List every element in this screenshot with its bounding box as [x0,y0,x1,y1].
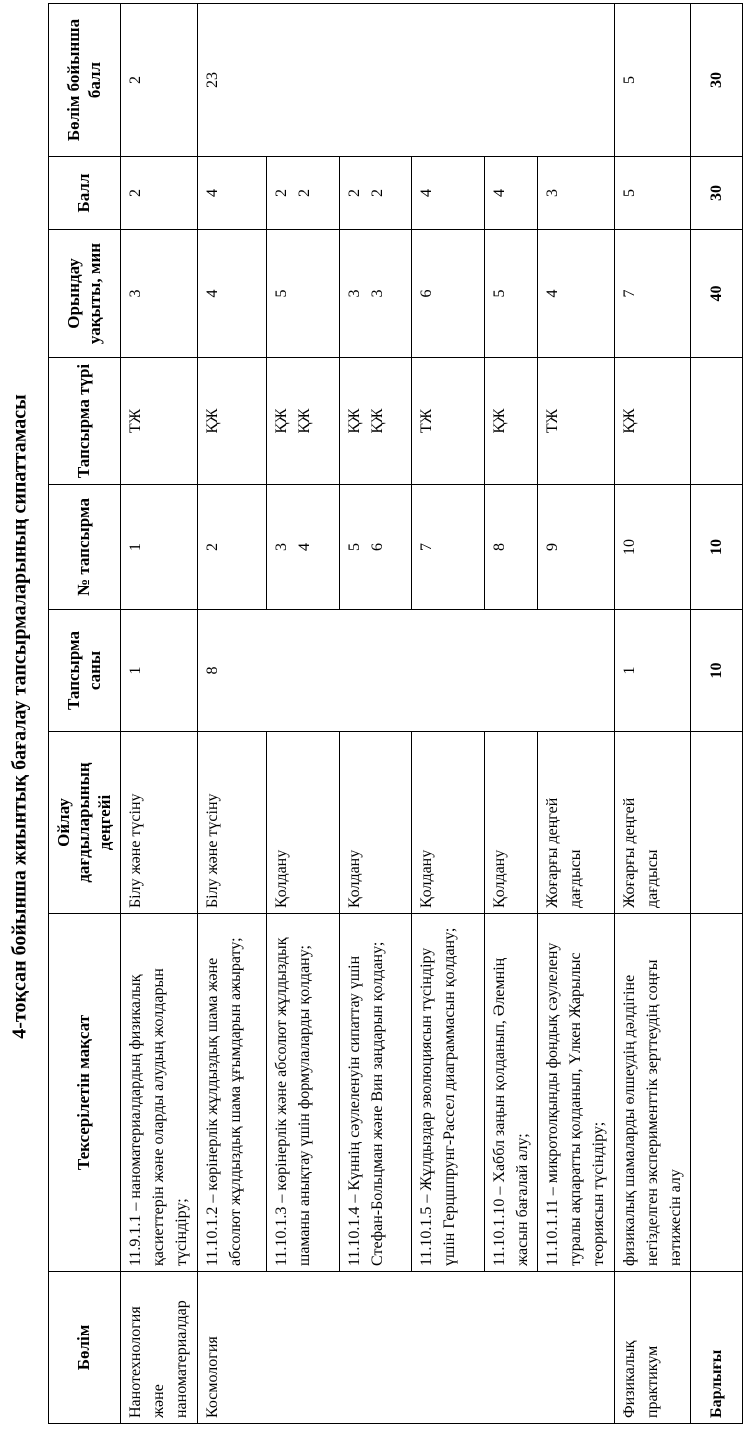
cell-line: 5 [345,543,363,551]
cell-time: 7 [614,230,691,358]
cell-num: 1 [121,485,198,610]
cell-num: 2 [197,485,266,610]
spec-table-container [48,4,725,1424]
table-row [614,4,691,1424]
cell-objective: 11.10.1.2 – көрінерлік жұлдыздық шама және абсолют жұлдыздық шама ұғымдарын ажырату; [197,914,266,1272]
header-section: Бөлім [49,1272,121,1424]
cell-section: Физикалық практикум [614,1272,691,1424]
cell-line: ҚЖ [295,408,313,434]
header-count: Тапсырма саны [49,610,121,732]
cell-line: ҚЖ [345,408,363,434]
cell-objective: 11.10.1.10 – Хаббл заңын қолданып, Әлемнің жасын бағалай алу; [484,914,537,1272]
total-num: 10 [691,485,743,610]
cell-time: 4 [197,230,266,358]
cell-objective: 11.10.1.4 – Күннің сәулеленуін сипаттау үшін Стефан-Больцман және Вин заңдарын қолдану; [339,914,411,1272]
cell-num: 8 [484,485,537,610]
cell-type [266,358,339,485]
cell-objective: 11.9.1.1 – наноматериалдардың физикалық қасиеттерін және оларды алудың жолдарын түсіндіру; [121,914,198,1272]
cell-line: ҚЖ [272,408,290,434]
cell-score: 4 [411,157,484,230]
cell-type: ҚЖ [484,358,537,485]
cell-line: 6 [368,543,386,551]
cell-time: 3 [121,230,198,358]
cell-score: 4 [197,157,266,230]
total-label: Барлығы [691,1272,743,1424]
cell-type: ТЖ [121,358,198,485]
cell-time: 6 [411,230,484,358]
cell-level: Білу және түсіну [197,732,266,914]
cell-level: Қолдану [266,732,339,914]
spec-table [48,3,743,1424]
cell-score: 3 [537,157,614,230]
cell-section: Нанотехнология және наноматериалдар [121,1272,198,1424]
cell-type: ҚЖ [197,358,266,485]
cell-line: 2 [272,189,290,197]
cell-count: 8 [197,610,614,732]
cell-level: Жоғарғы деңгей дағдысы [537,732,614,914]
cell-time: 4 [537,230,614,358]
cell-score: 5 [614,157,691,230]
cell-num: 7 [411,485,484,610]
cell-num [339,485,411,610]
cell-score: 4 [484,157,537,230]
table-row [121,4,198,1424]
document-title: 4-тоқсан бойынша жиынтық бағалау тапсырмаларының сипаттамасы [8,393,31,1039]
cell-score [266,157,339,230]
cell-level: Жоғарғы деңгей дағдысы [614,732,691,914]
total-row [691,4,743,1424]
cell-score: 2 [121,157,198,230]
total-time: 40 [691,230,743,358]
cell-level: Білу және түсіну [121,732,198,914]
total-empty [691,732,743,914]
cell-objective: физикалық шамаларды өлшеудің дәлдігіне негізделген эксперименттік зерттеудің соңғы нәтижесін алу [614,914,691,1272]
cell-line: ҚЖ [368,408,386,434]
cell-line: 2 [295,189,313,197]
cell-section-score: 23 [197,4,614,157]
total-count: 10 [691,610,743,732]
cell-level: Қолдану [484,732,537,914]
cell-line: 3 [272,543,290,551]
cell-line: 2 [345,189,363,197]
cell-level: Қолдану [339,732,411,914]
cell-type: ҚЖ [614,358,691,485]
header-num: № тапсырма [49,485,121,610]
cell-time: 5 [484,230,537,358]
cell-num [266,485,339,610]
cell-num: 9 [537,485,614,610]
total-section-score: 30 [691,4,743,157]
total-empty [691,914,743,1272]
cell-section-score: 2 [121,4,198,157]
cell-level: Қолдану [411,732,484,914]
cell-type [339,358,411,485]
cell-line: 3 [368,289,386,298]
cell-type: ТЖ [411,358,484,485]
cell-section-score: 5 [614,4,691,157]
cell-line: 2 [368,189,386,197]
total-empty [691,358,743,485]
cell-time [339,230,411,358]
cell-score [339,157,411,230]
header-section-score: Бөлім бойынша балл [49,4,121,157]
header-row [49,4,121,1424]
cell-count: 1 [121,610,198,732]
cell-section: Космология [197,1272,614,1424]
cell-line: 3 [345,289,363,298]
header-objective: Тексерілетін мақсат [49,914,121,1272]
cell-type: ТЖ [537,358,614,485]
cell-objective: 11.10.1.11 – микротолқынды фондық сәулелену туралы ақпаратты қолданып, Үлкен Жарылыс теориясын түсіндіру; [537,914,614,1272]
header-score: Балл [49,157,121,230]
cell-count: 1 [614,610,691,732]
table-row [197,4,266,1424]
cell-objective: 11.10.1.3 – көрінерлік және абсолют жұлдыздық шаманы анықтау үшін формулаларды қолдану; [266,914,339,1272]
cell-line: 4 [295,543,313,551]
cell-num: 10 [614,485,691,610]
header-time: Орындау уақыты, мин [49,230,121,358]
header-type: Тапсырма түрі [49,358,121,485]
cell-objective: 11.10.1.5 – Жұлдыздар эволюциясын түсіндіру үшін Герцшпрунг-Рассел диаграммасын қолдану; [411,914,484,1272]
header-level: Ойлау дағдыларының деңгейі [49,732,121,914]
total-score: 30 [691,157,743,230]
cell-time: 5 [266,230,339,358]
